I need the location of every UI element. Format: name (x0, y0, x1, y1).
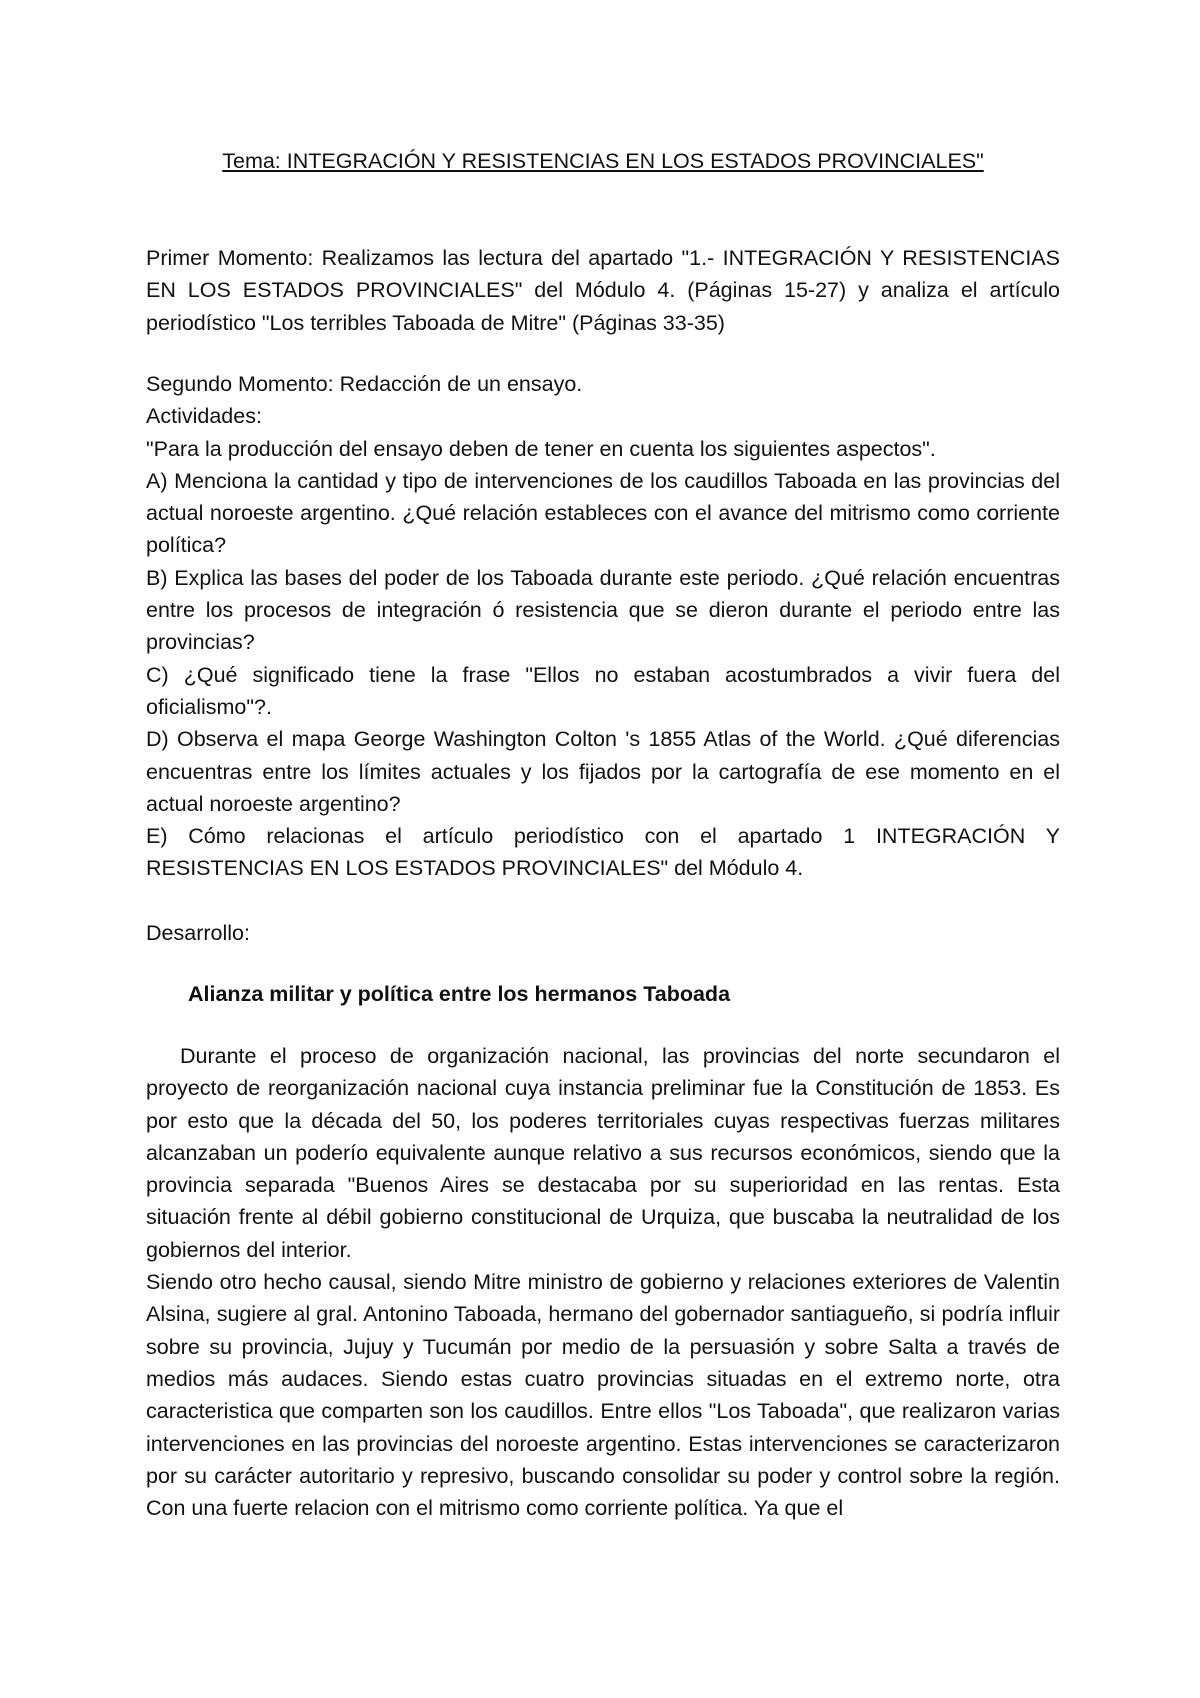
activity-item-a: A) Menciona la cantidad y tipo de intervenciones de los caudillos Taboada en las provincias del actual noroeste argentino. ¿Qué relación estableces con el avance del mitrismo como corriente política? (146, 468, 1060, 558)
desarrollo-label: Desarrollo: (146, 921, 250, 945)
actividades-label: Actividades: (146, 404, 262, 429)
activity-item-e: E) Cómo relacionas el artículo periodístico con el apartado 1 INTEGRACIÓN Y RESISTENCIAS EN LOS ESTADOS PROVINCIALES" del Módulo 4. (146, 824, 1060, 881)
document-title: Tema: INTEGRACIÓN Y RESISTENCIAS EN LOS ESTADOS PROVINCIALES" (222, 149, 984, 173)
desarrollo-block (146, 917, 1060, 949)
activity-item-b: B) Explica las bases del poder de los Taboada durante este periodo. ¿Qué relación encuentras entre los procesos de integración ó resistencia que se dieron durante el periodo entre las provincias? (146, 565, 1060, 655)
segundo-momento-line: Segundo Momento: Redacción de un ensayo. (146, 372, 583, 396)
instructions-block (146, 368, 1060, 885)
essay-body (146, 1040, 1060, 1524)
aspectos-intro: "Para la producción del ensayo deben de tener en cuenta los siguientes aspectos". (146, 436, 936, 461)
essay-heading-block (146, 978, 1060, 1010)
activity-item-d: D) Observa el mapa George Washington Colton 's 1855 Atlas of the World. ¿Qué diferencias encuentras entre los límites actuales y los fijados por la cartografía de ese momento en el actual noroeste argentino? (146, 727, 1060, 816)
essay-paragraph: Durante el proceso de organización nacional, las provincias del norte secundaron el proyecto de reorganización nacional cuya instancia preliminar fue la Constitución de 1853. Es por esto que la década del 50, los poderes territoriales cuyas respectivas fuerzas militares alcanzaban un poderío equivalente aunque relativo a sus recursos económicos, siendo que la provincia separada "Buenos Aires se destacaba por su superioridad en las rentas. Esta situación frente al débil gobierno constitucional de Urquiza, que buscaba la neutralidad de los gobiernos del interior. (146, 1044, 1060, 1262)
activity-item-c: C) ¿Qué significado tiene la frase "Ellos no estaban acostumbrados a vivir fuera del oficialismo"?. (146, 662, 1060, 719)
primer-momento-block (146, 242, 1060, 339)
essay-heading: Alianza militar y política entre los hermanos Taboada (188, 982, 731, 1006)
primer-momento-paragraph: Primer Momento: Realizamos las lectura del apartado "1.- INTEGRACIÓN Y RESISTENCIAS EN LOS ESTADOS PROVINCIALES" del Módulo 4. (Páginas 15-27) y analiza el artículo periodístico "Los terribles Taboada de Mitre" (Páginas 33-35) (146, 246, 1060, 335)
essay-paragraph: Siendo otro hecho causal, siendo Mitre ministro de gobierno y relaciones exteriores de Valentin Alsina, sugiere al gral. Antonino Taboada, hermano del gobernador santiagueño, si podría influir sobre su provincia, Jujuy y Tucumán por medio de la persuasión y sobre Salta a través de medios más audaces. Siendo estas cuatro provincias situadas en el extremo norte, otra caracteristica que comparten son los caudillos. Entre ellos "Los Taboada", que realizaron varias intervenciones en las provincias del noroeste argentino. Estas intervenciones se caracterizaron por su carácter autoritario y represivo, buscando consolidar su poder y control sobre la región. Con una fuerte relacion con el mitrismo como corriente política. Ya que el (146, 1270, 1060, 1521)
